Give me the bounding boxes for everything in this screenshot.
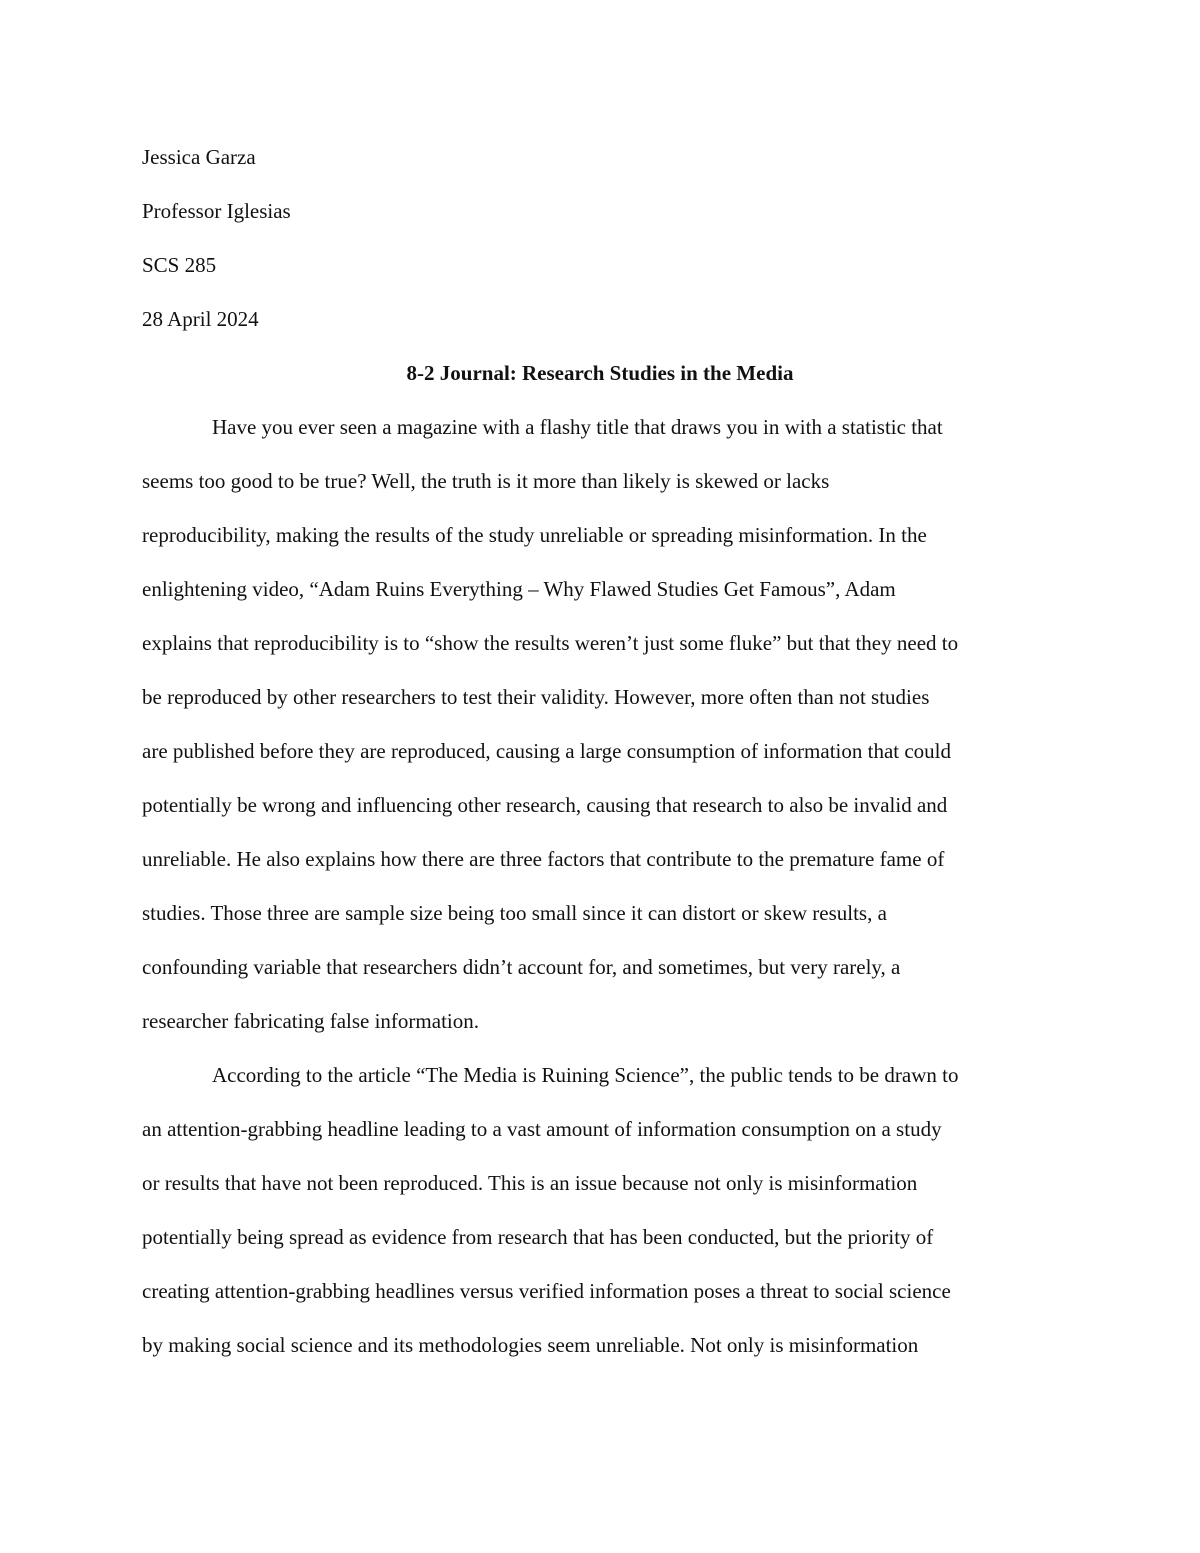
text-line: According to the article “The Media is Ruining Science”, the public tends to be drawn to bbox=[212, 1063, 959, 1087]
text-line: an attention-grabbing headline leading to a vast amount of information consumption on a study bbox=[142, 1117, 942, 1141]
text-line: unreliable. He also explains how there are three factors that contribute to the premature fame of bbox=[142, 847, 945, 871]
text-line: or results that have not been reproduced. This is an issue because not only is misinformation bbox=[142, 1171, 918, 1195]
journal-title: 8-2 Journal: Research Studies in the Media bbox=[406, 361, 794, 385]
text-line: enlightening video, “Adam Ruins Everything – Why Flawed Studies Get Famous”, Adam bbox=[142, 577, 896, 601]
text-line: potentially being spread as evidence from research that has been conducted, but the priority of bbox=[142, 1225, 934, 1249]
text-line: be reproduced by other researchers to test their validity. However, more often than not studies bbox=[142, 685, 930, 709]
text-line: are published before they are reproduced, causing a large consumption of information that could bbox=[142, 739, 952, 763]
text-line: potentially be wrong and influencing other research, causing that research to also be invalid and bbox=[142, 793, 948, 817]
professor-name: Professor Iglesias bbox=[142, 199, 291, 223]
text-line: creating attention-grabbing headlines versus verified information poses a threat to social science bbox=[142, 1279, 951, 1303]
date: 28 April 2024 bbox=[142, 307, 259, 331]
text-line: researcher fabricating false information. bbox=[142, 1009, 479, 1033]
text-line: seems too good to be true? Well, the truth is it more than likely is skewed or lacks bbox=[142, 469, 830, 493]
text-line: Have you ever seen a magazine with a flashy title that draws you in with a statistic that bbox=[212, 415, 943, 439]
text-line: confounding variable that researchers didn’t account for, and sometimes, but very rarely, a bbox=[142, 955, 901, 979]
course-code: SCS 285 bbox=[142, 253, 217, 277]
text-line: explains that reproducibility is to “show the results weren’t just some fluke” but that they need to bbox=[142, 631, 959, 655]
text-line: reproducibility, making the results of the study unreliable or spreading misinformation. In the bbox=[142, 523, 927, 547]
student-name: Jessica Garza bbox=[142, 145, 256, 169]
text-line: by making social science and its methodologies seem unreliable. Not only is misinformation bbox=[142, 1333, 919, 1357]
text-line: studies. Those three are sample size being too small since it can distort or skew results, a bbox=[142, 901, 887, 925]
